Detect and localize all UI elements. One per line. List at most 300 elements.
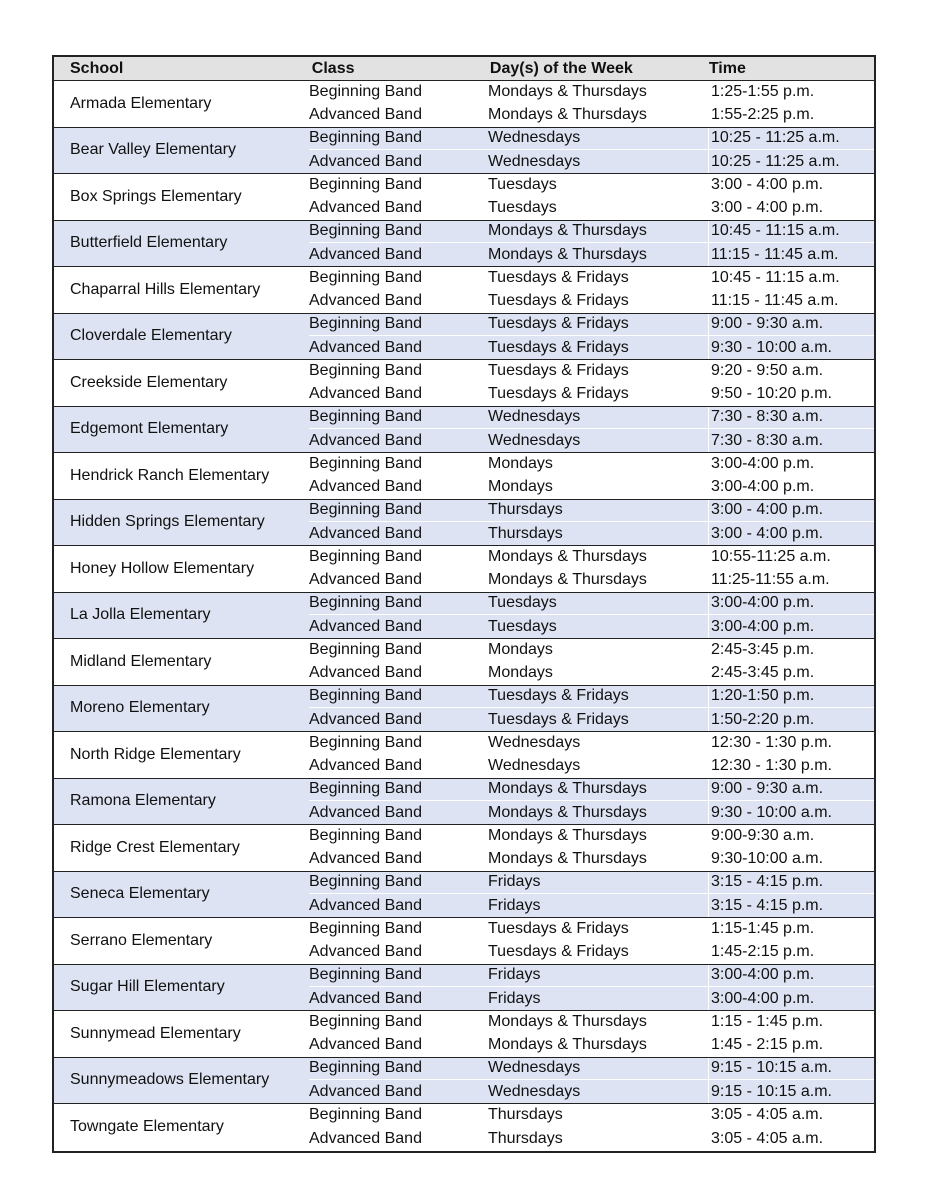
time-text: 3:00-4:00 p.m. <box>711 594 815 612</box>
table-row <box>309 128 874 151</box>
table-row <box>309 918 874 941</box>
school-name: Sugar Hill Elementary <box>70 978 225 996</box>
days-cell: Fridays <box>488 873 541 891</box>
table-row <box>309 407 874 430</box>
class-cell: Beginning Band <box>309 594 422 612</box>
school-name: Towngate Elementary <box>70 1118 224 1136</box>
days-cell: Mondays & Thursdays <box>488 571 647 589</box>
time-text: 9:30 - 10:00 a.m. <box>711 803 832 821</box>
time-text: 11:25-11:55 a.m. <box>711 571 830 589</box>
table-row <box>309 336 874 359</box>
school-name: Hendrick Ranch Elementary <box>70 466 270 484</box>
class-cell: Beginning Band <box>309 129 422 147</box>
table-row <box>309 314 874 337</box>
time-text: 9:30-10:00 a.m. <box>711 850 824 868</box>
days-cell: Mondays & Thursdays <box>488 803 647 821</box>
class-rows <box>309 1011 874 1057</box>
time-text: 11:15 - 11:45 a.m. <box>711 292 839 310</box>
class-rows <box>309 314 874 360</box>
time-text: 1:55-2:25 p.m. <box>711 106 815 124</box>
time-cell <box>708 221 874 243</box>
class-cell: Advanced Band <box>309 106 422 124</box>
table-row <box>309 429 874 452</box>
time-cell <box>708 569 874 592</box>
class-cell: Beginning Band <box>309 222 422 240</box>
days-cell: Mondays <box>488 664 553 682</box>
days-cell: Tuesdays & Fridays <box>488 292 629 310</box>
days-cell: Mondays & Thursdays <box>488 82 647 100</box>
time-text: 9:20 - 9:50 a.m. <box>711 361 824 379</box>
days-cell: Mondays & Thursdays <box>488 245 647 263</box>
class-cell: Beginning Band <box>309 315 422 333</box>
days-cell: Tuesdays & Fridays <box>488 919 629 937</box>
school-name: Sunnymead Elementary <box>70 1024 241 1042</box>
school-name: Midland Elementary <box>70 652 212 670</box>
school-group <box>54 732 874 779</box>
time-text: 3:15 - 4:15 p.m. <box>711 896 824 914</box>
time-text: 9:30 - 10:00 a.m. <box>711 338 832 356</box>
class-cell: Advanced Band <box>309 943 422 961</box>
time-cell <box>708 1034 874 1057</box>
table-row <box>309 686 874 709</box>
class-cell: Advanced Band <box>309 478 422 496</box>
table-row <box>309 1011 874 1034</box>
time-text: 3:05 - 4:05 a.m. <box>711 1106 824 1124</box>
days-cell: Mondays & Thursdays <box>488 850 647 868</box>
table-row <box>309 1034 874 1057</box>
school-name: La Jolla Elementary <box>70 606 211 624</box>
table-row <box>309 801 874 824</box>
time-cell <box>708 1080 874 1103</box>
time-text: 3:00 - 4:00 p.m. <box>711 199 824 217</box>
school-group <box>54 593 874 640</box>
time-cell <box>708 1127 874 1150</box>
time-cell <box>708 987 874 1010</box>
time-cell <box>708 360 874 382</box>
table-row <box>309 150 874 173</box>
days-cell: Tuesdays & Fridays <box>488 710 629 728</box>
days-cell: Fridays <box>488 989 541 1007</box>
class-cell: Beginning Band <box>309 733 422 751</box>
class-rows <box>309 267 874 313</box>
class-rows <box>309 81 874 127</box>
time-cell <box>708 453 874 475</box>
table-row <box>309 174 874 197</box>
school-group <box>54 267 874 314</box>
table-header <box>54 57 874 81</box>
class-cell: Beginning Band <box>309 1106 422 1124</box>
table-row <box>309 243 874 266</box>
class-rows <box>309 686 874 732</box>
table-row <box>309 476 874 499</box>
days-cell: Wednesdays <box>488 129 581 147</box>
table-row <box>309 1104 874 1127</box>
class-cell: Advanced Band <box>309 710 422 728</box>
table-row <box>309 104 874 127</box>
class-rows <box>309 965 874 1011</box>
days-cell: Mondays <box>488 640 553 658</box>
table-row <box>309 779 874 802</box>
header-time: Time <box>708 59 746 77</box>
school-group <box>54 686 874 733</box>
class-rows <box>309 221 874 267</box>
class-rows <box>309 128 874 174</box>
school-name: Chaparral Hills Elementary <box>70 280 261 298</box>
class-rows <box>309 918 874 964</box>
time-text: 1:20-1:50 p.m. <box>711 687 815 705</box>
time-text: 3:15 - 4:15 p.m. <box>711 873 824 891</box>
class-cell: Beginning Band <box>309 780 422 798</box>
class-cell: Advanced Band <box>309 292 422 310</box>
time-cell <box>708 1058 874 1080</box>
time-cell <box>708 407 874 429</box>
table-row <box>309 267 874 290</box>
table-row <box>309 708 874 731</box>
days-cell: Tuesdays <box>488 199 557 217</box>
time-text: 3:05 - 4:05 a.m. <box>711 1129 824 1147</box>
time-text: 9:15 - 10:15 a.m. <box>711 1082 832 1100</box>
header-days: Day(s) of the Week <box>489 59 633 77</box>
days-cell: Tuesdays & Fridays <box>488 268 629 286</box>
class-cell: Advanced Band <box>309 571 422 589</box>
class-cell: Beginning Band <box>309 175 422 193</box>
time-cell <box>708 243 874 266</box>
time-cell <box>708 522 874 545</box>
time-text: 3:00-4:00 p.m. <box>711 989 815 1007</box>
class-rows <box>309 732 874 778</box>
class-rows <box>309 174 874 220</box>
table-row <box>309 755 874 778</box>
school-group <box>54 1058 874 1105</box>
time-text: 3:00-4:00 p.m. <box>711 617 815 635</box>
time-cell <box>708 476 874 499</box>
class-cell: Beginning Band <box>309 1059 422 1077</box>
class-rows <box>309 825 874 871</box>
class-cell: Beginning Band <box>309 454 422 472</box>
school-name: Armada Elementary <box>70 94 212 112</box>
time-text: 3:00 - 4:00 p.m. <box>711 501 824 519</box>
table-row <box>309 987 874 1010</box>
table-row <box>309 965 874 988</box>
time-text: 3:00 - 4:00 p.m. <box>711 175 824 193</box>
school-name: Hidden Springs Elementary <box>70 513 265 531</box>
time-text: 10:25 - 11:25 a.m. <box>711 129 840 147</box>
time-text: 9:15 - 10:15 a.m. <box>711 1059 832 1077</box>
time-text: 7:30 - 8:30 a.m. <box>711 408 824 426</box>
school-group <box>54 360 874 407</box>
time-cell <box>708 174 874 196</box>
time-text: 2:45-3:45 p.m. <box>711 664 815 682</box>
days-cell: Mondays & Thursdays <box>488 780 647 798</box>
school-group <box>54 639 874 686</box>
school-group <box>54 500 874 547</box>
time-cell <box>708 801 874 824</box>
time-cell <box>708 965 874 987</box>
time-cell <box>708 546 874 568</box>
table-row <box>309 732 874 755</box>
school-name: Ridge Crest Elementary <box>70 838 240 856</box>
days-cell: Wednesdays <box>488 152 581 170</box>
days-cell: Wednesdays <box>488 408 581 426</box>
school-group <box>54 1011 874 1058</box>
class-cell: Advanced Band <box>309 524 422 542</box>
school-name: Creekside Elementary <box>70 373 228 391</box>
school-group <box>54 407 874 454</box>
class-rows <box>309 872 874 918</box>
school-group <box>54 825 874 872</box>
time-text: 2:45-3:45 p.m. <box>711 640 815 658</box>
table-row <box>309 593 874 616</box>
days-cell: Mondays & Thursdays <box>488 222 647 240</box>
table-row <box>309 639 874 662</box>
school-group <box>54 1104 874 1151</box>
days-cell: Mondays & Thursdays <box>488 1012 647 1030</box>
table-row <box>309 290 874 313</box>
time-text: 7:30 - 8:30 a.m. <box>711 431 824 449</box>
days-cell: Fridays <box>488 966 541 984</box>
class-cell: Advanced Band <box>309 896 422 914</box>
time-cell <box>708 314 874 336</box>
time-text: 11:15 - 11:45 a.m. <box>711 245 839 263</box>
school-name: Honey Hollow Elementary <box>70 559 255 577</box>
days-cell: Tuesdays & Fridays <box>488 338 629 356</box>
class-rows <box>309 593 874 639</box>
school-name: Serrano Elementary <box>70 931 213 949</box>
class-rows <box>309 360 874 406</box>
class-cell: Advanced Band <box>309 1082 422 1100</box>
class-cell: Beginning Band <box>309 268 422 286</box>
days-cell: Mondays & Thursdays <box>488 547 647 565</box>
time-text: 1:50-2:20 p.m. <box>711 710 815 728</box>
days-cell: Mondays & Thursdays <box>488 826 647 844</box>
time-cell <box>708 615 874 638</box>
table-row <box>309 221 874 244</box>
class-cell: Beginning Band <box>309 826 422 844</box>
table-row <box>309 941 874 964</box>
time-text: 3:00-4:00 p.m. <box>711 966 815 984</box>
days-cell: Tuesdays <box>488 594 557 612</box>
days-cell: Mondays & Thursdays <box>488 1036 647 1054</box>
time-cell <box>708 290 874 313</box>
class-cell: Advanced Band <box>309 850 422 868</box>
school-group <box>54 314 874 361</box>
table-row <box>309 872 874 895</box>
class-cell: Beginning Band <box>309 408 422 426</box>
time-text: 1:45 - 2:15 p.m. <box>711 1036 824 1054</box>
class-rows <box>309 639 874 685</box>
time-cell <box>708 128 874 150</box>
school-group <box>54 174 874 221</box>
school-group <box>54 546 874 593</box>
school-name: Seneca Elementary <box>70 885 210 903</box>
table-row <box>309 360 874 383</box>
class-cell: Advanced Band <box>309 757 422 775</box>
table-row <box>309 81 874 104</box>
table-row <box>309 1127 874 1150</box>
table-row <box>309 522 874 545</box>
class-cell: Beginning Band <box>309 82 422 100</box>
time-cell <box>708 81 874 103</box>
time-text: 9:00 - 9:30 a.m. <box>711 780 824 798</box>
class-cell: Beginning Band <box>309 687 422 705</box>
time-cell <box>708 1104 874 1126</box>
time-cell <box>708 941 874 964</box>
days-cell: Wednesdays <box>488 431 581 449</box>
class-cell: Advanced Band <box>309 385 422 403</box>
time-text: 1:45-2:15 p.m. <box>711 943 815 961</box>
time-text: 1:15-1:45 p.m. <box>711 919 815 937</box>
time-cell <box>708 662 874 685</box>
days-cell: Thursdays <box>488 501 563 519</box>
days-cell: Tuesdays & Fridays <box>488 361 629 379</box>
days-cell: Tuesdays <box>488 617 557 635</box>
header-class: Class <box>311 59 355 77</box>
school-name: Cloverdale Elementary <box>70 327 232 345</box>
table-row <box>309 500 874 523</box>
time-cell <box>708 150 874 173</box>
school-name: North Ridge Elementary <box>70 745 241 763</box>
time-cell <box>708 755 874 778</box>
time-cell <box>708 429 874 452</box>
class-rows <box>309 779 874 825</box>
school-group <box>54 128 874 175</box>
time-cell <box>708 848 874 871</box>
school-name: Moreno Elementary <box>70 699 210 717</box>
class-rows <box>309 546 874 592</box>
class-cell: Beginning Band <box>309 919 422 937</box>
class-cell: Advanced Band <box>309 152 422 170</box>
table-row <box>309 453 874 476</box>
time-cell <box>708 825 874 847</box>
time-cell <box>708 267 874 289</box>
school-group <box>54 221 874 268</box>
time-cell <box>708 872 874 894</box>
class-cell: Advanced Band <box>309 199 422 217</box>
school-group <box>54 81 874 128</box>
class-cell: Advanced Band <box>309 617 422 635</box>
table-row <box>309 615 874 638</box>
class-cell: Beginning Band <box>309 501 422 519</box>
time-text: 3:00 - 4:00 p.m. <box>711 524 824 542</box>
time-text: 10:45 - 11:15 a.m. <box>711 222 840 240</box>
school-name: Bear Valley Elementary <box>70 141 236 159</box>
school-name: Sunnymeadows Elementary <box>70 1071 270 1089</box>
days-cell: Tuesdays & Fridays <box>488 943 629 961</box>
days-cell: Wednesdays <box>488 1082 581 1100</box>
time-text: 9:50 - 10:20 p.m. <box>711 385 832 403</box>
time-text: 1:15 - 1:45 p.m. <box>711 1012 824 1030</box>
school-group <box>54 453 874 500</box>
class-cell: Beginning Band <box>309 361 422 379</box>
days-cell: Tuesdays & Fridays <box>488 315 629 333</box>
class-cell: Beginning Band <box>309 966 422 984</box>
class-cell: Advanced Band <box>309 431 422 449</box>
time-cell <box>708 732 874 754</box>
school-name: Butterfield Elementary <box>70 234 228 252</box>
school-group <box>54 779 874 826</box>
days-cell: Fridays <box>488 896 541 914</box>
table-row <box>309 1058 874 1081</box>
table-row <box>309 383 874 406</box>
school-name: Edgemont Elementary <box>70 420 229 438</box>
time-cell <box>708 336 874 359</box>
time-cell <box>708 779 874 801</box>
days-cell: Thursdays <box>488 1106 563 1124</box>
class-rows <box>309 453 874 499</box>
table-row <box>309 546 874 569</box>
table-row <box>309 1080 874 1103</box>
table-row <box>309 848 874 871</box>
class-cell: Advanced Band <box>309 245 422 263</box>
time-text: 10:55-11:25 a.m. <box>711 547 831 565</box>
time-text: 9:00-9:30 a.m. <box>711 826 815 844</box>
time-cell <box>708 918 874 940</box>
class-rows <box>309 500 874 546</box>
days-cell: Wednesdays <box>488 1059 581 1077</box>
class-cell: Advanced Band <box>309 1036 422 1054</box>
days-cell: Wednesdays <box>488 757 581 775</box>
class-rows <box>309 407 874 453</box>
time-cell <box>708 104 874 127</box>
time-cell <box>708 708 874 731</box>
school-name: Box Springs Elementary <box>70 187 242 205</box>
time-text: 10:45 - 11:15 a.m. <box>711 268 840 286</box>
school-group <box>54 965 874 1012</box>
time-text: 9:00 - 9:30 a.m. <box>711 315 824 333</box>
table-row <box>309 662 874 685</box>
days-cell: Mondays <box>488 478 553 496</box>
time-cell <box>708 686 874 708</box>
days-cell: Wednesdays <box>488 733 581 751</box>
days-cell: Mondays & Thursdays <box>488 106 647 124</box>
class-cell: Advanced Band <box>309 989 422 1007</box>
table-body <box>54 81 874 1151</box>
schedule-table <box>52 55 876 1153</box>
table-row <box>309 569 874 592</box>
time-cell <box>708 1011 874 1033</box>
time-text: 3:00-4:00 p.m. <box>711 478 815 496</box>
school-group <box>54 918 874 965</box>
class-cell: Advanced Band <box>309 664 422 682</box>
days-cell: Tuesdays <box>488 175 557 193</box>
time-cell <box>708 500 874 522</box>
class-cell: Beginning Band <box>309 1012 422 1030</box>
time-cell <box>708 593 874 615</box>
table-row <box>309 197 874 220</box>
time-cell <box>708 894 874 917</box>
school-group <box>54 872 874 919</box>
days-cell: Tuesdays & Fridays <box>488 687 629 705</box>
class-cell: Advanced Band <box>309 1129 422 1147</box>
school-name: Ramona Elementary <box>70 792 216 810</box>
class-rows <box>309 1058 874 1104</box>
time-text: 10:25 - 11:25 a.m. <box>711 152 840 170</box>
time-text: 1:25-1:55 p.m. <box>711 82 815 100</box>
table-row <box>309 825 874 848</box>
days-cell: Mondays <box>488 454 553 472</box>
class-cell: Beginning Band <box>309 873 422 891</box>
time-cell <box>708 197 874 220</box>
days-cell: Thursdays <box>488 524 563 542</box>
days-cell: Tuesdays & Fridays <box>488 385 629 403</box>
class-cell: Advanced Band <box>309 338 422 356</box>
table-row <box>309 894 874 917</box>
time-text: 3:00-4:00 p.m. <box>711 454 815 472</box>
time-text: 12:30 - 1:30 p.m. <box>711 733 832 751</box>
time-cell <box>708 383 874 406</box>
class-cell: Beginning Band <box>309 640 422 658</box>
time-text: 12:30 - 1:30 p.m. <box>711 757 832 775</box>
